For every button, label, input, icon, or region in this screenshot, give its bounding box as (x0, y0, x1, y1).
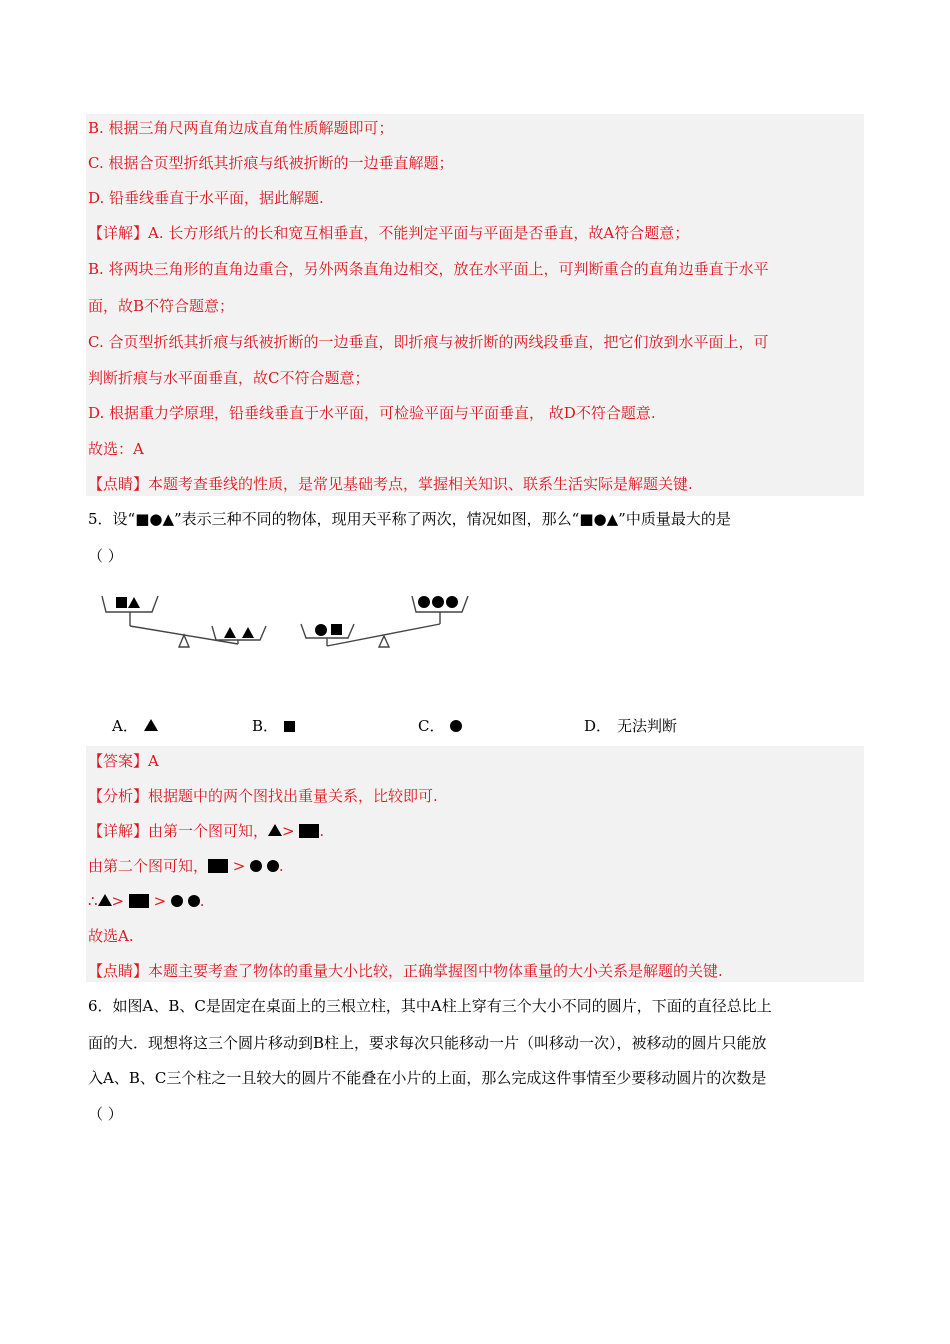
circle-icon (267, 860, 279, 872)
balance-scales-figure (96, 588, 476, 664)
option-b-label: B． (252, 717, 279, 735)
choose-answer: 故选：A (88, 440, 144, 458)
analysis-text: 根据题中的两个图找出重量关系，比较即可. (148, 787, 438, 805)
circle-icon (171, 895, 183, 907)
option-a[interactable] (112, 716, 158, 736)
comment-text: 本题考查垂线的性质，是常见基础考点，掌握相关知识、联系生活实际是解题关键. (148, 475, 693, 493)
triangle-item (128, 597, 140, 608)
comment-tag: 【点睛】 (88, 475, 149, 493)
detail-text-a: A. 长方形纸片的长和宽互相垂直，不能判定平面与平面是否垂直，故A符合题意； (148, 224, 690, 242)
option-d[interactable] (584, 716, 677, 736)
analysis-line-c: C. 根据合页型折纸其折痕与纸被折断的一边垂直解题； (88, 154, 454, 172)
gt-sign: > (111, 892, 125, 910)
circle-icon (188, 895, 200, 907)
square-icon (299, 824, 319, 838)
circle-icon (450, 720, 462, 732)
square-icon (284, 721, 295, 732)
square-icon (208, 859, 228, 873)
circle-icon (250, 860, 262, 872)
analysis-line-b: B. 根据三角尺两直角边成直角性质解题即可； (88, 119, 394, 137)
comment-text-5: 本题主要考查了物体的重量大小比较，正确掌握图中物体重量的大小关系是解题的关键. (148, 962, 723, 980)
square-icon (129, 894, 149, 908)
square-item (331, 624, 342, 635)
left-scale-right-pan (212, 626, 266, 640)
comment-line-5 (88, 961, 723, 981)
detail-line-c2: 判断折痕与水平面垂直，故C不符合题意； (88, 369, 370, 387)
option-b[interactable] (252, 716, 295, 736)
circle-item (446, 596, 458, 608)
circle-item (432, 596, 444, 608)
therefore-sign: ∴ (88, 892, 98, 910)
question6-line4: （ ） (88, 1105, 123, 1123)
triangle-icon (268, 824, 282, 836)
option-c[interactable] (418, 716, 462, 736)
gt-sign: > (148, 892, 172, 910)
question6-line3: 入A、B、C三个柱之一且较大的圆片不能叠在小片的上面，那么完成这件事情至少要移动圆片的次数是 (88, 1069, 767, 1087)
left-scale-items (116, 597, 254, 638)
question5-line1: 5．设“■●▲”表示三种不同的物体，现用天平称了两次，情况如图，那么“■●▲”中质量最大的是 (88, 510, 731, 528)
right-scale-fulcrum (379, 636, 389, 647)
detail-line-2 (88, 856, 284, 876)
detail-line-b2: 面，故B不符合题意； (88, 297, 235, 315)
detail-line-c1: C. 合页型折纸其折痕与纸被折断的一边垂直，即折痕与被折断的两线段垂直，把它们放到水平面上，可 (88, 333, 769, 351)
comment-tag-5: 【点睛】 (88, 962, 149, 980)
period: . (319, 822, 325, 840)
analysis-line (88, 786, 438, 806)
detail2-prefix: 由第二个图可知， (88, 857, 209, 875)
right-scale-left-pan (301, 624, 354, 638)
detail-line-3 (88, 891, 205, 911)
option-c-label: C． (418, 717, 445, 735)
answer-value: A (148, 752, 159, 770)
detail-tag-5: 【详解】 (88, 822, 149, 840)
period: . (199, 892, 205, 910)
square-item (116, 597, 127, 608)
comment-line (88, 474, 693, 494)
question6-line1: 6．如图A、B、C是固定在桌面上的三根立柱，其中A柱上穿有三个大小不同的圆片，下面的直径总比上 (88, 997, 772, 1015)
detail-line-b1: B. 将两块三角形的直角边重合，另外两条直角边相交，放在水平面上，可判断重合的直角边垂直于水平 (88, 260, 769, 278)
circle-item (315, 624, 327, 636)
triangle-icon (98, 894, 112, 906)
option-d-label: D． (584, 717, 612, 735)
conclusion-line: 故选A. (88, 927, 134, 945)
gt-sign: > (282, 822, 295, 840)
left-scale-left-pan (102, 596, 158, 612)
gt-sign: > (228, 857, 251, 875)
triangle-item (242, 627, 254, 638)
detail1-prefix: 由第一个图可知， (148, 822, 269, 840)
right-scale-items (315, 596, 458, 636)
analysis-tag: 【分析】 (88, 787, 149, 805)
detail-line-a (88, 223, 689, 243)
triangle-item (224, 627, 236, 638)
detail-line-1 (88, 821, 324, 841)
question6-line2: 面的大．现想将这三个圆片移动到B柱上，要求每次只能移动一片（叫移动一次），被移动的圆片只能放 (88, 1034, 767, 1052)
answer-line (88, 751, 159, 771)
period: . (278, 857, 284, 875)
triangle-icon (144, 719, 158, 731)
answer-tag: 【答案】 (88, 752, 149, 770)
option-a-label: A． (112, 717, 138, 735)
question5-line2: （ ） (88, 547, 123, 565)
left-scale-fulcrum (179, 635, 189, 647)
analysis-line-d: D. 铅垂线垂直于水平面，据此解题. (88, 189, 324, 207)
detail-tag: 【详解】 (88, 224, 149, 242)
option-d-text: 无法判断 (617, 717, 678, 735)
circle-item (418, 596, 430, 608)
detail-line-d: D. 根据重力学原理，铅垂线垂直于水平面，可检验平面与平面垂直， 故D不符合题意. (88, 404, 656, 422)
